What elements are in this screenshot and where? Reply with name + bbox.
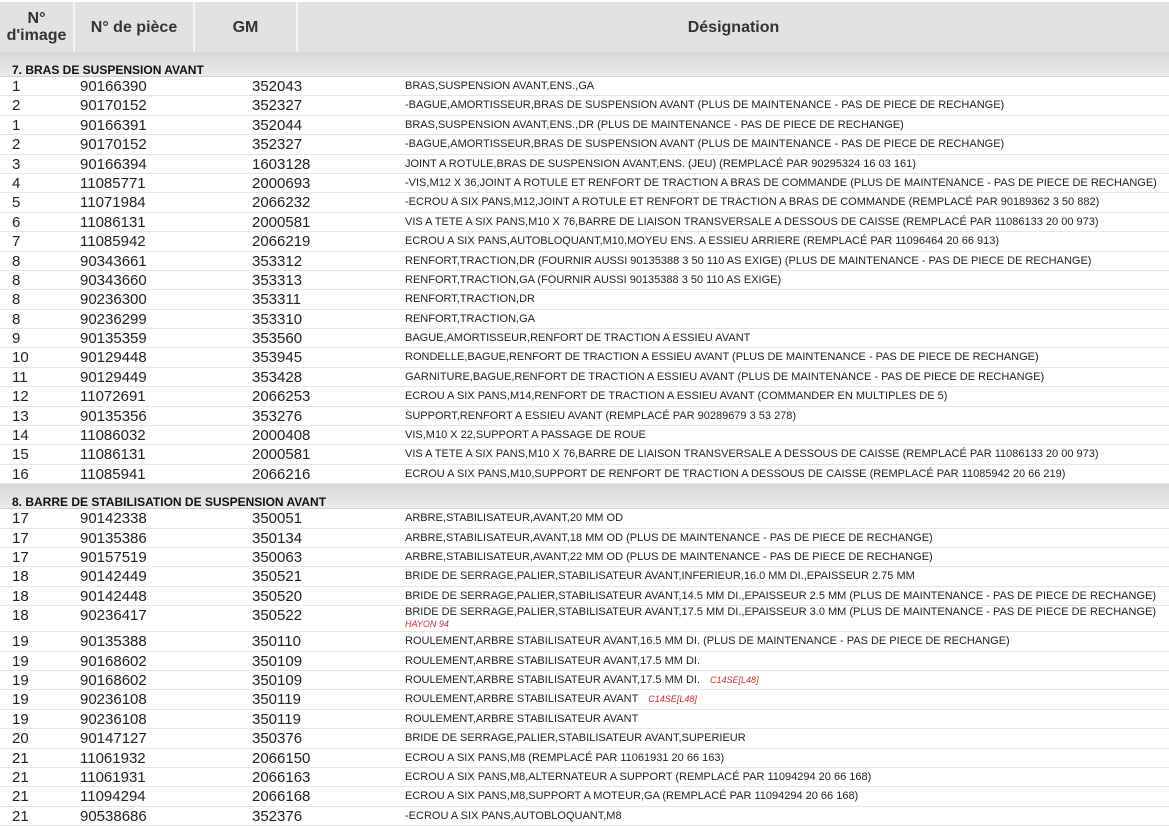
designation-text: RENFORT,TRACTION,GA [405, 312, 535, 325]
gm-number-cell: 350520 [252, 587, 303, 605]
gm-number-cell: 353313 [252, 271, 303, 289]
designation-text: -ECROU A SIX PANS,AUTOBLOQUANT,M8 [405, 809, 622, 822]
part-number-cell: 90166391 [80, 116, 147, 134]
designation-text: ARBRE,STABILISATEUR,AVANT,20 MM OD [405, 512, 624, 525]
part-number-cell: 90135386 [80, 529, 147, 547]
image-number-cell: 8 [12, 291, 21, 309]
designation-text: VIS A TETE A SIX PANS,M10 X 76,BARRE DE LIAISON TRANSVERSALE A DESSOUS DE CAISSE (REMPLACÉ PAR 11086133 20 00 973) [405, 448, 1099, 461]
image-number-cell: 21 [12, 768, 29, 786]
designation-text: BRAS,SUSPENSION AVANT,ENS.,GA [405, 80, 595, 92]
table-row[interactable] [0, 652, 1169, 671]
image-number-cell: 2 [12, 97, 21, 115]
table-row[interactable] [0, 193, 1169, 212]
designation-cell [405, 119, 904, 132]
image-number-cell: 19 [12, 652, 29, 670]
table-row[interactable] [0, 587, 1169, 606]
designation-text: BRIDE DE SERRAGE,PALIER,STABILISATEUR AVANT,17.5 MM DI.,EPAISSEUR 3.0 MM (PLUS DE MAINTENANCE - PAS DE PIECE DE RECHANGE) [405, 606, 1157, 619]
image-number-cell: 15 [12, 446, 29, 464]
image-number-cell: 18 [12, 607, 29, 625]
image-number-cell: 11 [12, 368, 28, 386]
image-number-cell: 16 [12, 465, 29, 483]
table-row[interactable] [0, 271, 1169, 290]
table-row[interactable] [0, 368, 1169, 387]
table-row[interactable] [0, 155, 1169, 174]
designation-cell [405, 635, 1010, 648]
table-row[interactable] [0, 671, 1169, 690]
part-number-cell: 90142448 [80, 587, 147, 605]
gm-number-cell: 352327 [252, 97, 303, 115]
designation-text: -BAGUE,AMORTISSEUR,BRAS DE SUSPENSION AVANT (PLUS DE MAINTENANCE - PAS DE PIECE DE RECHANGE) [405, 99, 1005, 112]
image-number-cell: 17 [12, 510, 29, 528]
column-header-designation[interactable]: Désignation [687, 18, 780, 36]
table-row[interactable] [0, 606, 1169, 632]
image-number-cell: 2 [12, 136, 21, 154]
designation-cell [405, 512, 623, 525]
gm-number-cell: 350109 [252, 652, 303, 670]
gm-number-cell: 2000693 [252, 174, 311, 192]
designation-cell [405, 448, 1099, 461]
designation-cell [405, 693, 697, 706]
image-number-cell: 1 [12, 78, 21, 95]
gm-number-cell: 350109 [252, 671, 303, 689]
column-header-part-number[interactable]: N° de pièce [75, 2, 195, 52]
table-row[interactable] [0, 387, 1169, 406]
part-number-cell: 90236108 [80, 710, 147, 728]
part-number-cell: 90135388 [80, 633, 147, 651]
designation-text: VIS,M10 X 22,SUPPORT A PASSAGE DE ROUE [405, 429, 646, 442]
image-number-cell: 12 [12, 388, 29, 406]
image-number-cell: 8 [12, 252, 21, 270]
part-number-cell: 90168602 [80, 671, 147, 689]
gm-number-cell: 350063 [252, 548, 303, 566]
table-row[interactable] [0, 174, 1169, 193]
section-header: 7. BRAS DE SUSPENSION AVANT [0, 52, 1169, 77]
image-number-cell: 17 [12, 548, 29, 566]
image-number-cell: 21 [12, 788, 29, 806]
designation-cell [405, 99, 1004, 112]
designation-text: -BAGUE,AMORTISSEUR,BRAS DE SUSPENSION AVANT (PLUS DE MAINTENANCE - PAS DE PIECE DE RECHANGE) [405, 138, 1005, 151]
gm-number-cell: 350119 [252, 691, 301, 709]
gm-number-cell: 352043 [252, 78, 303, 95]
table-row[interactable] [0, 787, 1169, 806]
designation-text: JOINT A ROTULE,BRAS DE SUSPENSION AVANT,ENS. (JEU) (REMPLACÉ PAR 90295324 16 03 161) [405, 157, 916, 170]
gm-number-cell: 350110 [252, 633, 301, 651]
part-number-cell: 90147127 [80, 730, 147, 748]
image-number-cell: 3 [12, 155, 21, 173]
designation-cell [405, 532, 933, 545]
designation-cell [405, 674, 759, 687]
image-number-cell: 17 [12, 529, 29, 547]
designation-cell [405, 655, 700, 668]
table-row[interactable] [0, 465, 1169, 484]
designation-text: ECROU A SIX PANS,M10,SUPPORT DE RENFORT DE TRACTION A DESSOUS DE CAISSE (REMPLACÉ PAR 11085942 20 66 219) [405, 467, 1066, 480]
gm-number-cell: 2066253 [252, 388, 311, 406]
applicability-note: C14SE[L48] [648, 694, 697, 705]
part-number-cell: 11061931 [80, 768, 146, 786]
image-number-cell: 5 [12, 194, 21, 212]
designation-text: ECROU A SIX PANS,M8,SUPPORT A MOTEUR,GA (REMPLACÉ PAR 11094294 20 66 168) [405, 790, 859, 803]
part-number-cell: 11086131 [80, 446, 146, 464]
image-number-cell: 13 [12, 407, 29, 425]
gm-number-cell: 350051 [252, 510, 303, 528]
part-number-cell: 90166390 [80, 78, 147, 95]
designation-text: ARBRE,STABILISATEUR,AVANT,18 MM OD (PLUS DE MAINTENANCE - PAS DE PIECE DE RECHANGE) [405, 531, 933, 544]
gm-number-cell: 350376 [252, 730, 303, 748]
part-number-cell: 11061932 [80, 749, 146, 767]
gm-number-cell: 2000408 [252, 427, 311, 445]
designation-text: ECROU A SIX PANS,AUTOBLOQUANT,M10,MOYEU ENS. A ESSIEU ARRIERE (REMPLACÉ PAR 11096464 20 66 913) [405, 235, 1000, 248]
designation-cell [405, 752, 724, 765]
part-number-cell: 90135359 [80, 330, 147, 348]
designation-cell [405, 138, 1004, 151]
gm-number-cell: 2000581 [252, 213, 311, 231]
designation-text: ROULEMENT,ARBRE STABILISATEUR AVANT [405, 693, 639, 706]
table-row[interactable] [0, 407, 1169, 426]
image-number-cell: 8 [12, 271, 21, 289]
gm-number-cell: 353560 [252, 330, 303, 348]
table-row[interactable] [0, 329, 1169, 348]
applicability-note: HAYON 94 [405, 619, 449, 630]
section-header: 8. BARRE DE STABILISATION DE SUSPENSION AVANT [0, 484, 1169, 509]
designation-text: BAGUE,AMORTISSEUR,RENFORT DE TRACTION A ESSIEU AVANT [405, 332, 751, 345]
part-number-cell: 90343660 [80, 271, 147, 289]
column-header-gm[interactable]: GM [195, 2, 298, 52]
part-number-cell: 90170152 [80, 97, 147, 115]
designation-cell [405, 255, 1091, 268]
part-number-cell: 90538686 [80, 807, 147, 825]
image-number-cell: 10 [12, 349, 29, 367]
image-number-cell: 6 [12, 213, 21, 231]
table-row[interactable] [0, 348, 1169, 367]
table-row[interactable] [0, 116, 1169, 135]
table-row[interactable] [0, 135, 1169, 154]
gm-number-cell: 353312 [252, 252, 303, 270]
designation-text: BRIDE DE SERRAGE,PALIER,STABILISATEUR AVANT,14.5 MM DI.,EPAISSEUR 2.5 MM (PLUS DE MAINTENANCE - PAS DE PIECE DE RECHANGE) [405, 589, 1157, 602]
table-row[interactable] [0, 529, 1169, 548]
gm-number-cell: 352044 [252, 116, 303, 134]
designation-text: ROULEMENT,ARBRE STABILISATEUR AVANT,17.5 MM DI. [405, 673, 701, 686]
part-number-cell: 90129448 [80, 349, 147, 367]
table-row[interactable] [0, 548, 1169, 567]
gm-number-cell: 353428 [252, 368, 303, 386]
table-row[interactable] [0, 77, 1169, 96]
designation-cell [405, 551, 933, 564]
gm-number-cell: 2066232 [252, 194, 311, 212]
gm-number-cell: 352327 [252, 136, 303, 154]
image-number-cell: 9 [12, 330, 21, 348]
designation-cell [405, 606, 1156, 629]
designation-cell [405, 410, 796, 423]
part-number-cell: 90157519 [80, 548, 147, 566]
designation-text: RENFORT,TRACTION,DR (FOURNIR AUSSI 90135388 3 50 110 AS EXIGE) (PLUS DE MAINTENANCE - PAS DE PIECE DE RECHANGE) [405, 254, 1092, 267]
table-row[interactable] [0, 749, 1169, 768]
designation-cell [405, 468, 1065, 481]
designation-cell [405, 371, 1044, 384]
gm-number-cell: 352376 [252, 807, 303, 825]
image-number-cell: 20 [12, 730, 29, 748]
designation-cell [405, 80, 594, 93]
image-number-cell: 4 [12, 174, 21, 192]
gm-number-cell: 353310 [252, 310, 303, 328]
designation-cell [405, 158, 916, 171]
designation-cell [405, 332, 750, 345]
designation-text: BRIDE DE SERRAGE,PALIER,STABILISATEUR AVANT,SUPERIEUR [405, 732, 746, 745]
part-number-cell: 11085941 [80, 465, 146, 483]
part-number-cell: 11086032 [80, 427, 146, 445]
table-row[interactable] [0, 690, 1169, 709]
designation-text: ECROU A SIX PANS,M8 (REMPLACÉ PAR 11061931 20 66 163) [405, 751, 725, 764]
gm-number-cell: 2066150 [252, 749, 311, 767]
image-number-cell: 21 [12, 749, 29, 767]
part-number-cell: 90142338 [80, 510, 147, 528]
image-number-cell: 19 [12, 710, 29, 728]
gm-number-cell: 2066216 [252, 465, 311, 483]
designation-cell [405, 429, 646, 442]
designation-cell [405, 177, 1157, 190]
image-number-cell: 1 [12, 116, 21, 134]
image-number-cell: 19 [12, 691, 29, 709]
designation-text: BRAS,SUSPENSION AVANT,ENS.,DR (PLUS DE MAINTENANCE - PAS DE PIECE DE RECHANGE) [405, 118, 904, 131]
part-number-cell: 90129449 [80, 368, 147, 386]
designation-cell [405, 810, 622, 823]
table-row[interactable] [0, 213, 1169, 232]
part-number-cell: 90168602 [80, 652, 147, 670]
designation-cell [405, 196, 1099, 209]
designation-text: RONDELLE,BAGUE,RENFORT DE TRACTION A ESSIEU AVANT (PLUS DE MAINTENANCE - PAS DE PIECE DE RECHANGE) [405, 351, 1039, 364]
designation-cell [405, 216, 1099, 229]
table-row[interactable] [0, 632, 1169, 651]
designation-text: RENFORT,TRACTION,DR [405, 293, 535, 306]
designation-text: SUPPORT,RENFORT A ESSIEU AVANT (REMPLACÉ PAR 90289679 3 53 278) [405, 409, 797, 422]
designation-cell [405, 274, 781, 287]
part-number-cell: 90236299 [80, 310, 147, 328]
part-number-cell: 90135356 [80, 407, 147, 425]
designation-text: BRIDE DE SERRAGE,PALIER,STABILISATEUR AVANT,INFERIEUR,16.0 MM DI.,EPAISSEUR 2.75 MM [405, 570, 915, 583]
table-row[interactable] [0, 710, 1169, 729]
part-number-cell: 11072691 [80, 388, 146, 406]
part-number-cell: 90236417 [80, 607, 147, 625]
designation-text: -ECROU A SIX PANS,M12,JOINT A ROTULE ET RENFORT DE TRACTION A BRAS DE COMMANDE (REMPLACÉ PAR 90189362 3 50 882) [405, 196, 1100, 209]
image-number-cell: 19 [12, 633, 29, 651]
table-row[interactable] [0, 426, 1169, 445]
designation-text: ROULEMENT,ARBRE STABILISATEUR AVANT [405, 712, 639, 725]
table-row[interactable] [0, 807, 1169, 826]
part-number-cell: 11085942 [80, 233, 146, 251]
gm-number-cell: 350119 [252, 710, 301, 728]
gm-number-cell: 1603128 [252, 155, 311, 173]
gm-number-cell: 2066219 [252, 233, 311, 251]
image-number-cell: 21 [12, 807, 29, 825]
part-number-cell: 90236300 [80, 291, 147, 309]
table-row[interactable] [0, 567, 1169, 586]
designation-cell [405, 390, 947, 403]
parts-table-body [0, 52, 1169, 826]
designation-text: VIS A TETE A SIX PANS,M10 X 76,BARRE DE LIAISON TRANSVERSALE A DESSOUS DE CAISSE (REMPLACÉ PAR 11086133 20 00 973) [405, 215, 1099, 228]
designation-text: ROULEMENT,ARBRE STABILISATEUR AVANT,17.5 MM DI. [405, 654, 701, 667]
part-number-cell: 90343661 [80, 252, 147, 270]
gm-number-cell: 350522 [252, 607, 303, 625]
gm-number-cell: 350521 [252, 568, 303, 586]
designation-text: RENFORT,TRACTION,GA (FOURNIR AUSSI 90135388 3 50 110 AS EXIGE) [405, 273, 782, 286]
gm-number-cell: 2000581 [252, 446, 311, 464]
table-row[interactable] [0, 232, 1169, 251]
designation-text: -VIS,M12 X 36,JOINT A ROTULE ET RENFORT DE TRACTION A BRAS DE COMMANDE (PLUS DE MAINTENANCE - PAS DE PIECE DE RECHANGE) [405, 176, 1157, 189]
image-number-cell: 8 [12, 310, 21, 328]
column-header-image-number[interactable]: N° d'image [0, 2, 75, 52]
gm-number-cell: 2066163 [252, 768, 311, 786]
part-number-cell: 90142449 [80, 568, 147, 586]
table-row[interactable] [0, 252, 1169, 271]
gm-number-cell: 353311 [252, 291, 301, 309]
part-number-cell: 90166394 [80, 155, 147, 173]
image-number-cell: 7 [12, 233, 21, 251]
table-row[interactable] [0, 290, 1169, 309]
designation-cell [405, 293, 535, 306]
designation-cell [405, 790, 858, 803]
table-row[interactable] [0, 445, 1169, 464]
table-header [0, 2, 1169, 52]
gm-number-cell: 2066168 [252, 788, 311, 806]
designation-cell [405, 313, 535, 326]
designation-cell [405, 570, 915, 583]
image-number-cell: 18 [12, 587, 29, 605]
designation-text: ARBRE,STABILISATEUR,AVANT,22 MM OD (PLUS DE MAINTENANCE - PAS DE PIECE DE RECHANGE) [405, 550, 933, 563]
part-number-cell: 11094294 [80, 788, 146, 806]
image-number-cell: 14 [12, 427, 29, 445]
image-number-cell: 19 [12, 671, 29, 689]
designation-cell [405, 590, 1156, 603]
gm-number-cell: 353945 [252, 349, 303, 367]
designation-cell [405, 713, 638, 726]
designation-cell [405, 351, 1039, 364]
gm-number-cell: 350134 [252, 529, 303, 547]
designation-text: GARNITURE,BAGUE,RENFORT DE TRACTION A ESSIEU AVANT (PLUS DE MAINTENANCE - PAS DE PIECE DE RECHANGE) [405, 370, 1045, 383]
designation-text: ECROU A SIX PANS,M14,RENFORT DE TRACTION A ESSIEU AVANT (COMMANDER EN MULTIPLES DE 5) [405, 390, 948, 403]
designation-cell [405, 732, 746, 745]
part-number-cell: 11071984 [80, 194, 146, 212]
table-row[interactable] [0, 509, 1169, 528]
part-number-cell: 90236108 [80, 691, 147, 709]
part-number-cell: 11085771 [80, 174, 146, 192]
table-row[interactable] [0, 729, 1169, 748]
designation-text: ECROU A SIX PANS,M8,ALTERNATEUR A SUPPORT (REMPLACÉ PAR 11094294 20 66 168) [405, 770, 872, 783]
image-number-cell: 18 [12, 568, 29, 586]
table-row[interactable] [0, 310, 1169, 329]
table-row[interactable] [0, 768, 1169, 787]
designation-cell [405, 771, 871, 784]
applicability-note: C14SE[L48] [710, 674, 759, 685]
part-number-cell: 90170152 [80, 136, 147, 154]
table-row[interactable] [0, 96, 1169, 115]
designation-cell [405, 235, 999, 248]
designation-text: ROULEMENT,ARBRE STABILISATEUR AVANT,16.5 MM DI. (PLUS DE MAINTENANCE - PAS DE PIECE DE RECHANGE) [405, 635, 1010, 648]
gm-number-cell: 353276 [252, 407, 303, 425]
part-number-cell: 11086131 [80, 213, 146, 231]
